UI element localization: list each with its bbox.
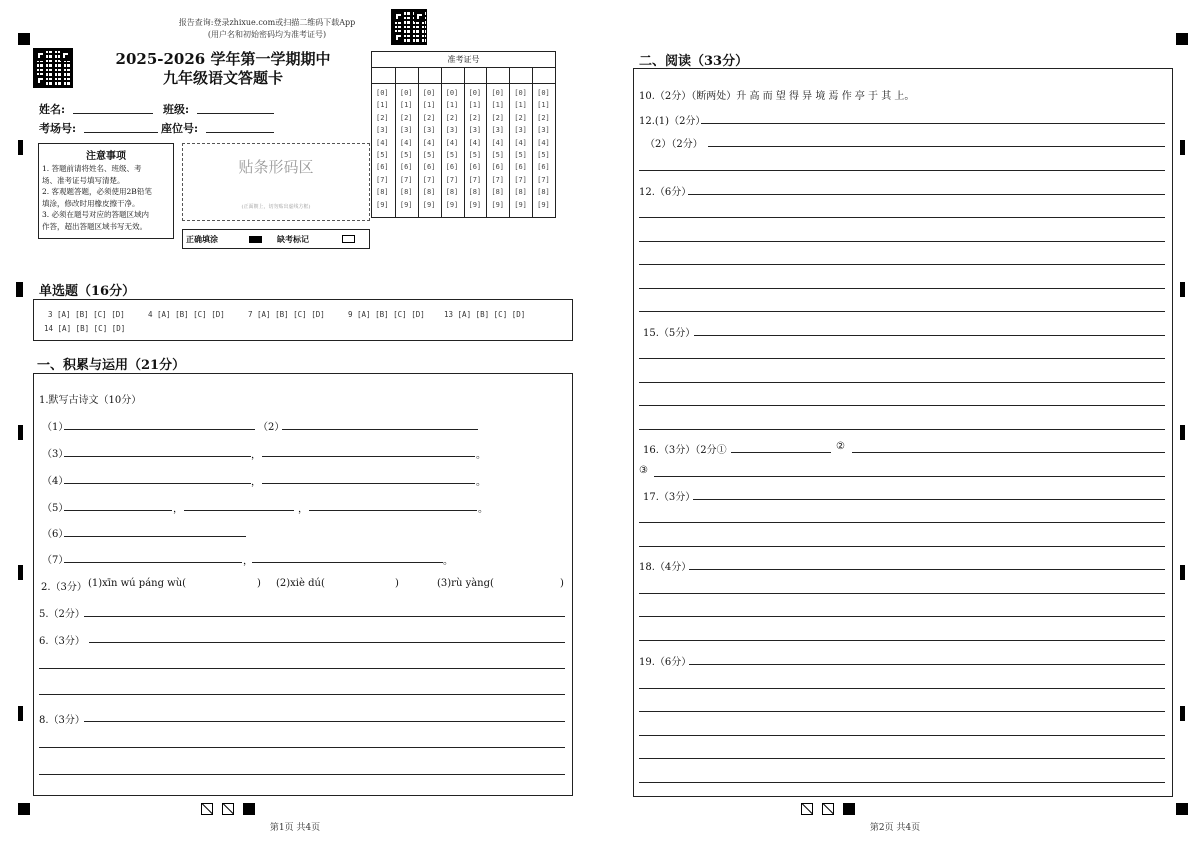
answer-line[interactable] xyxy=(184,510,294,511)
exam-id-digit-box[interactable] xyxy=(419,68,441,84)
correct-fill-label: 正确填涂 xyxy=(186,234,218,244)
answer-line[interactable] xyxy=(639,311,1165,312)
q16-mark-2: ② xyxy=(836,441,845,452)
exam-id-bubble[interactable]: [3] xyxy=(537,126,550,135)
report-notice-sub: (用户名和初始密码均为准考证号) xyxy=(207,30,327,39)
exam-id-bubble[interactable]: [3] xyxy=(514,126,527,135)
exam-id-bubble[interactable]: [0] xyxy=(376,89,389,97)
side-marker xyxy=(18,425,23,440)
answer-line[interactable] xyxy=(654,476,1165,477)
answer-line[interactable] xyxy=(64,510,172,511)
answer-line[interactable] xyxy=(639,405,1165,406)
exam-id-bubble[interactable]: [0] xyxy=(514,89,527,97)
q10-label: 10.（2分）（断两处）升 高 而 望 得 异 境 焉 作 亭 于 其 上。 xyxy=(639,91,915,102)
q18-label: 18.（4分） xyxy=(639,562,692,573)
answer-line[interactable] xyxy=(64,429,255,430)
answer-line[interactable] xyxy=(639,758,1165,759)
answer-line[interactable] xyxy=(39,774,565,775)
answer-line[interactable] xyxy=(731,452,831,453)
answer-line[interactable] xyxy=(64,456,251,457)
exam-id-bubble[interactable]: [1] xyxy=(445,101,459,110)
exam-id-bubble[interactable]: [4] xyxy=(376,138,389,147)
answer-line[interactable] xyxy=(693,499,1165,500)
q6-label: 6.（3分） xyxy=(39,636,85,647)
answer-line[interactable] xyxy=(639,782,1165,783)
exam-id-column xyxy=(532,68,555,217)
barcode-area xyxy=(182,143,370,221)
exam-id-bubble[interactable]: [3] xyxy=(376,126,389,135)
exam-id-bubble[interactable]: [0] xyxy=(468,89,482,97)
exam-id-bubble[interactable]: [2] xyxy=(537,113,550,122)
corner-marker xyxy=(1176,803,1188,815)
exam-id-grid xyxy=(371,51,556,218)
q1-item: （7） xyxy=(42,555,69,566)
answer-line[interactable] xyxy=(639,616,1165,617)
exam-id-bubble[interactable]: [8] xyxy=(399,188,413,197)
mc-question-options[interactable]: 14 [A] [B] [C] [D] xyxy=(44,324,126,333)
part2-title: 二、阅读（33分） xyxy=(639,54,749,69)
page-mark-icon xyxy=(243,803,255,815)
exam-id-bubble[interactable]: [5] xyxy=(399,151,413,159)
exam-id-bubble[interactable]: [7] xyxy=(514,175,527,184)
exam-id-bubble[interactable]: [9] xyxy=(537,200,550,209)
answer-line[interactable] xyxy=(639,688,1165,689)
q1-item: （4） xyxy=(42,476,69,487)
answer-line[interactable] xyxy=(708,146,1165,147)
answer-line[interactable] xyxy=(639,382,1165,383)
exam-id-bubble[interactable]: [7] xyxy=(376,175,389,184)
exam-id-digit-box[interactable] xyxy=(533,68,555,84)
room-label: 考场号: xyxy=(39,122,77,135)
mc-question-options[interactable]: 9 [A] [B] [C] [D] xyxy=(348,310,425,319)
report-notice: 报告查询:登录zhixue.com或扫描二维码下载App xyxy=(178,18,356,27)
side-marker xyxy=(18,565,23,580)
notes-list xyxy=(39,162,173,233)
q2-pinyin-3: (3)rù yàng( xyxy=(437,578,494,589)
exam-id-column xyxy=(441,68,464,217)
corner-marker xyxy=(18,803,30,815)
notes-item: 1. 答题前请将姓名、班级、考 xyxy=(42,164,142,173)
side-marker xyxy=(18,140,23,155)
exam-id-digit-box[interactable] xyxy=(465,68,487,84)
exam-id-digit-box[interactable] xyxy=(487,68,509,84)
exam-id-bubble[interactable]: [2] xyxy=(376,113,389,122)
notes-title: 注意事项 xyxy=(86,151,126,162)
side-marker xyxy=(18,706,23,721)
answer-line[interactable] xyxy=(639,593,1165,594)
comma: ， xyxy=(251,450,261,461)
mc-section-title: 单选题（16分） xyxy=(39,284,136,299)
exam-id-digit-box[interactable] xyxy=(510,68,532,84)
exam-id-bubble[interactable]: [9] xyxy=(445,200,459,209)
exam-id-bubble[interactable]: [8] xyxy=(491,188,505,197)
mc-question-options[interactable]: 7 [A] [B] [C] [D] xyxy=(248,310,325,319)
qr-code-icon xyxy=(33,48,73,88)
barcode-title: 贴条形码区 xyxy=(238,158,314,176)
exam-id-bubble[interactable]: [1] xyxy=(376,101,389,110)
mc-question-options[interactable]: 13 [A] [B] [C] [D] xyxy=(444,310,526,319)
answer-line[interactable] xyxy=(39,747,565,748)
exam-id-bubble[interactable]: [0] xyxy=(399,89,413,97)
q1-item: （6） xyxy=(42,529,69,540)
answer-line[interactable] xyxy=(252,562,443,563)
q2-pinyin-2: (2)xiè dú( xyxy=(276,578,325,589)
exam-id-bubble[interactable]: [1] xyxy=(422,101,436,110)
page-mark-icon xyxy=(801,803,813,815)
exam-id-bubble[interactable]: [2] xyxy=(422,113,436,122)
answer-line[interactable] xyxy=(89,642,565,643)
period: 。 xyxy=(476,477,486,488)
name-label: 姓名: xyxy=(39,103,66,116)
exam-id-column xyxy=(372,68,395,217)
side-marker xyxy=(1180,706,1185,721)
answer-line[interactable] xyxy=(852,452,1165,453)
answer-line[interactable] xyxy=(84,616,565,617)
corner-marker xyxy=(1176,33,1188,45)
answer-line[interactable] xyxy=(64,536,246,537)
seat-field[interactable] xyxy=(206,132,274,133)
exam-id-bubble[interactable]: [9] xyxy=(468,200,482,209)
exam-id-column xyxy=(509,68,532,217)
exam-id-bubble[interactable]: [2] xyxy=(514,113,527,122)
exam-id-bubble[interactable]: [0] xyxy=(445,89,459,97)
exam-title: 2025-2026 学年第一学期期中 xyxy=(115,50,331,68)
mc-question-options[interactable]: 4 [A] [B] [C] [D] xyxy=(148,310,225,319)
exam-id-digit-box[interactable] xyxy=(372,68,395,84)
exam-id-bubble[interactable]: [5] xyxy=(537,151,550,159)
barcode-hint: (正面朝上，切勿贴出虚线方框) xyxy=(241,204,311,210)
q15-label: 15.（5分） xyxy=(643,328,696,339)
answer-line[interactable] xyxy=(639,241,1165,242)
exam-id-bubble[interactable]: [8] xyxy=(468,188,482,197)
exam-id-bubble[interactable]: [3] xyxy=(468,126,482,135)
exam-id-bubble[interactable]: [3] xyxy=(422,126,436,135)
exam-id-bubble[interactable]: [5] xyxy=(514,151,527,159)
q1-item: （2） xyxy=(258,422,285,433)
exam-id-bubble[interactable]: [8] xyxy=(422,188,436,197)
room-field[interactable] xyxy=(84,132,158,133)
fill-legend xyxy=(182,229,370,249)
absent-mark-label: 缺考标记 xyxy=(277,234,309,244)
filled-mark-icon xyxy=(249,236,262,243)
exam-id-bubble[interactable]: [6] xyxy=(491,163,505,172)
exam-id-bubble[interactable]: [8] xyxy=(376,188,389,197)
q17-label: 17.（3分） xyxy=(643,492,696,503)
exam-id-bubble[interactable]: [6] xyxy=(537,163,550,172)
answer-line[interactable] xyxy=(639,735,1165,736)
exam-id-bubble[interactable]: [9] xyxy=(491,200,505,209)
period: 。 xyxy=(443,556,453,567)
exam-id-column xyxy=(486,68,509,217)
notes-item: 作答，超出答题区域书写无效。 xyxy=(42,221,147,231)
q1-item: （3） xyxy=(42,449,69,460)
exam-id-bubble[interactable]: [8] xyxy=(537,188,550,197)
answer-line[interactable] xyxy=(282,429,478,430)
part1-title: 一、积累与运用（21分） xyxy=(37,358,186,373)
comma: ， xyxy=(298,504,308,515)
class-field[interactable] xyxy=(197,113,274,114)
exam-id-bubble[interactable]: [5] xyxy=(491,151,505,159)
answer-line[interactable] xyxy=(64,562,242,563)
exam-id-bubble[interactable]: [4] xyxy=(445,138,459,147)
answer-line[interactable] xyxy=(639,711,1165,712)
answer-line[interactable] xyxy=(64,483,251,484)
exam-id-bubble[interactable]: [3] xyxy=(491,126,505,135)
exam-id-title: 准考证号 xyxy=(372,52,555,68)
q16-mark-3: ③ xyxy=(639,465,648,476)
q2-pinyin-1: (1)xīn wú páng wù( xyxy=(88,578,187,589)
q8-label: 8.（3分） xyxy=(39,715,85,726)
answer-line[interactable] xyxy=(262,456,475,457)
answer-line[interactable] xyxy=(694,335,1165,336)
page-number: 第1页 共4页 xyxy=(269,823,321,833)
notes-box xyxy=(38,143,174,239)
answer-line[interactable] xyxy=(701,123,1165,124)
notes-item: 填涂，修改时用橡皮擦干净。 xyxy=(42,198,140,208)
exam-id-bubble[interactable]: [4] xyxy=(422,138,436,147)
exam-id-bubble[interactable]: [2] xyxy=(491,113,505,122)
q1-item: （1） xyxy=(42,422,69,433)
q16-label: 16.（3分）（2分① xyxy=(643,445,727,456)
exam-id-bubble[interactable]: [7] xyxy=(491,175,505,184)
side-marker xyxy=(1180,140,1185,155)
exam-id-bubble[interactable]: [5] xyxy=(445,151,459,159)
q19-label: 19.（6分） xyxy=(639,657,692,668)
absent-checkbox[interactable] xyxy=(342,235,355,243)
answer-line[interactable] xyxy=(639,546,1165,547)
answer-line[interactable] xyxy=(689,664,1165,665)
answer-sheet-title: 九年级语文答题卡 xyxy=(162,69,283,87)
exam-id-bubble[interactable]: [4] xyxy=(468,138,482,147)
answer-line[interactable] xyxy=(639,358,1165,359)
answer-line[interactable] xyxy=(639,288,1165,289)
class-label: 班级: xyxy=(163,103,190,116)
q1-item: （5） xyxy=(42,503,69,514)
exam-id-bubble[interactable]: [7] xyxy=(468,175,482,184)
corner-marker xyxy=(18,33,30,45)
q2-close: ) xyxy=(560,578,564,589)
exam-id-bubble[interactable]: [8] xyxy=(445,188,459,197)
exam-id-bubble[interactable]: [3] xyxy=(399,126,413,135)
notes-item: 2. 客观题答题，必须使用2B铅笔 xyxy=(42,187,152,196)
exam-id-bubble[interactable]: [1] xyxy=(514,101,527,110)
answer-line[interactable] xyxy=(309,510,477,511)
answer-line[interactable] xyxy=(39,694,565,695)
answer-line[interactable] xyxy=(689,569,1165,570)
answer-line[interactable] xyxy=(639,522,1165,523)
exam-id-column xyxy=(418,68,441,217)
page-mark-icon xyxy=(822,803,834,815)
exam-id-bubble[interactable]: [4] xyxy=(514,138,527,147)
exam-id-bubble[interactable]: [2] xyxy=(445,113,459,122)
side-marker xyxy=(1180,565,1185,580)
side-marker xyxy=(1180,282,1185,297)
exam-id-column xyxy=(464,68,487,217)
exam-id-bubble[interactable]: [9] xyxy=(422,200,436,209)
exam-id-bubble[interactable]: [5] xyxy=(376,151,389,159)
exam-id-bubble[interactable]: [4] xyxy=(399,138,413,147)
section-marker xyxy=(16,282,21,297)
exam-id-bubble[interactable]: [1] xyxy=(537,101,550,110)
exam-id-bubble[interactable]: [0] xyxy=(491,89,505,97)
exam-id-bubble[interactable]: [7] xyxy=(399,175,413,184)
exam-id-bubble[interactable]: [4] xyxy=(537,138,550,147)
exam-id-bubble[interactable]: [7] xyxy=(445,175,459,184)
exam-id-column xyxy=(395,68,418,217)
exam-id-bubble[interactable]: [7] xyxy=(422,175,436,184)
comma: ， xyxy=(251,477,261,488)
exam-id-bubble[interactable]: [9] xyxy=(399,200,413,209)
exam-id-bubble[interactable]: [9] xyxy=(376,200,389,209)
q1-title: 1.默写古诗文（10分） xyxy=(39,395,142,406)
exam-id-columns xyxy=(372,68,555,217)
mc-box xyxy=(33,299,573,341)
comma: ， xyxy=(243,556,253,567)
mc-question-options[interactable]: 3 [A] [B] [C] [D] xyxy=(48,310,125,319)
exam-id-bubble[interactable]: [4] xyxy=(491,138,505,147)
exam-id-bubble[interactable]: [9] xyxy=(514,200,527,209)
exam-id-digit-box[interactable] xyxy=(442,68,464,84)
exam-id-bubble[interactable]: [8] xyxy=(514,188,527,197)
period: 。 xyxy=(476,450,486,461)
q12-label: 12.（6分） xyxy=(639,187,692,198)
side-marker xyxy=(1180,425,1185,440)
notes-item: 场、准考证号填写清楚。 xyxy=(42,175,125,185)
q12-2-label: （2）（2分） xyxy=(645,139,703,150)
exam-id-bubble[interactable]: [6] xyxy=(445,163,459,172)
seat-label: 座位号: xyxy=(161,122,199,135)
exam-id-bubble[interactable]: [6] xyxy=(468,163,482,172)
q2-label: 2.（3分） xyxy=(41,582,87,593)
period: 。 xyxy=(478,504,488,515)
answer-line[interactable] xyxy=(639,170,1165,171)
answer-line[interactable] xyxy=(639,264,1165,265)
exam-id-bubble[interactable]: [3] xyxy=(445,126,459,135)
exam-id-bubble[interactable]: [5] xyxy=(422,151,436,159)
qr-code-icon xyxy=(391,9,427,45)
notes-item: 3. 必须在题号对应的答题区域内 xyxy=(42,210,150,219)
q5-label: 5.（2分） xyxy=(39,609,85,620)
exam-id-digit-box[interactable] xyxy=(396,68,418,84)
exam-id-bubble[interactable]: [6] xyxy=(376,163,389,172)
exam-id-bubble[interactable]: [0] xyxy=(422,89,436,97)
exam-id-bubble[interactable]: [1] xyxy=(468,101,482,110)
exam-id-bubble[interactable]: [1] xyxy=(491,101,505,110)
exam-id-bubble[interactable]: [5] xyxy=(468,151,482,159)
q12-1-label: 12.(1)（2分） xyxy=(639,116,706,127)
exam-id-bubble[interactable]: [6] xyxy=(399,163,413,172)
exam-id-bubble[interactable]: [1] xyxy=(399,101,413,110)
name-field[interactable] xyxy=(73,113,153,114)
q2-close: ) xyxy=(257,578,261,589)
exam-id-bubble[interactable]: [0] xyxy=(537,89,550,97)
page-mark-icon xyxy=(843,803,855,815)
answer-line[interactable] xyxy=(262,483,475,484)
comma: ， xyxy=(173,504,183,515)
page-mark-icon xyxy=(222,803,234,815)
answer-line[interactable] xyxy=(639,217,1165,218)
answer-line[interactable] xyxy=(84,721,565,722)
exam-id-bubble[interactable]: [2] xyxy=(399,113,413,122)
exam-id-bubble[interactable]: [6] xyxy=(422,163,436,172)
exam-id-bubble[interactable]: [6] xyxy=(514,163,527,172)
page-mark-icon xyxy=(201,803,213,815)
answer-line[interactable] xyxy=(688,194,1165,195)
exam-id-bubble[interactable]: [2] xyxy=(468,113,482,122)
q2-close: ) xyxy=(395,578,399,589)
answer-line[interactable] xyxy=(639,429,1165,430)
answer-line[interactable] xyxy=(39,668,565,669)
answer-line[interactable] xyxy=(639,640,1165,641)
exam-id-bubble[interactable]: [7] xyxy=(537,175,550,184)
page-number: 第2页 共4页 xyxy=(869,823,921,833)
